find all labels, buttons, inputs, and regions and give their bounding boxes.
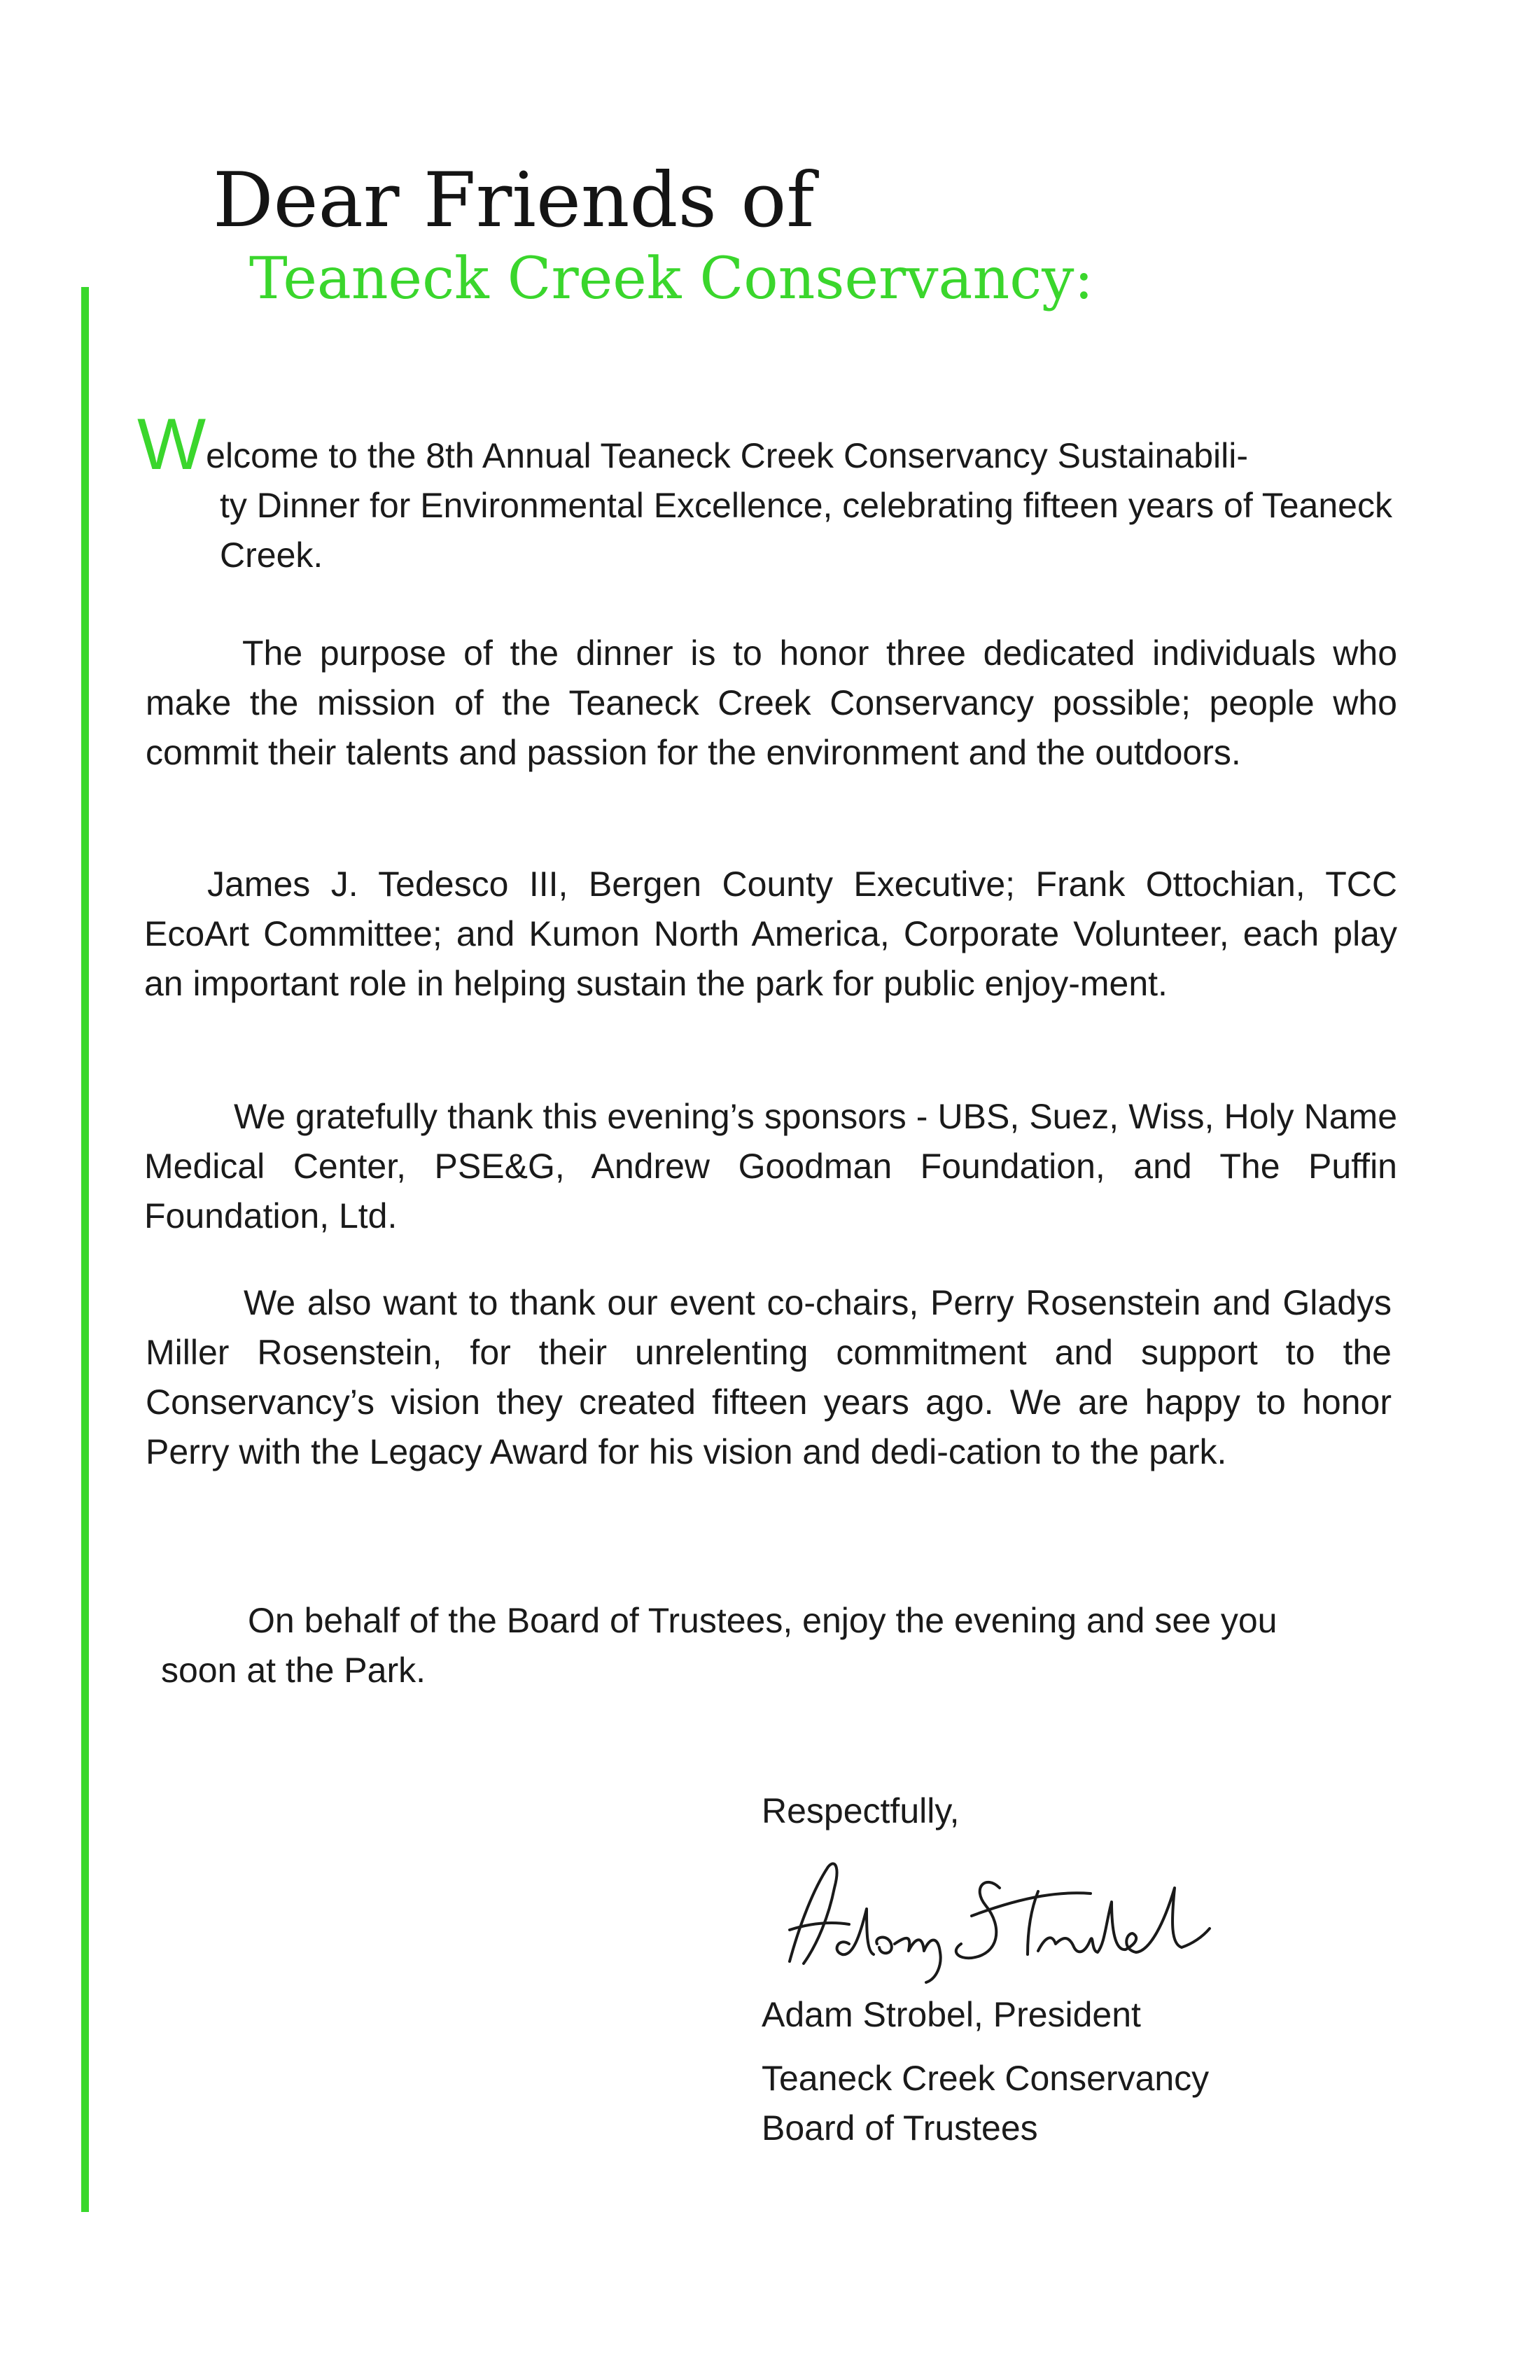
salutation-line-1: Dear Friends of (213, 157, 815, 244)
signer-name-title: Adam Strobel, President (762, 1995, 1141, 2034)
green-vertical-rule (81, 287, 89, 2212)
welcome-continuation: ty Dinner for Environmental Excellence, celebrating fifteen years of Teaneck Creek. (220, 486, 1392, 575)
salutation-line-2: Teaneck Creek Conservancy: (249, 246, 1094, 312)
cochairs-paragraph: We also want to thank our event co-chairs, Perry Rosenstein and Gladys Miller Rosenstein, for their unrelenting commitment and support to the Conservancy’s vision they created fifteen years ago. We are happy to honor Perry with the Legacy Award for his vision and dedi-cation to the park. (146, 1283, 1392, 1471)
board-name: Board of Trustees (762, 2108, 1038, 2148)
signature-block (762, 1786, 1322, 2153)
welcome-paragraph (137, 404, 1397, 580)
welcome-first-line (137, 404, 1397, 485)
closing-word: Respectfully, (762, 1791, 960, 1830)
honorees-paragraph: James J. Tedesco III, Bergen County Executive; Frank Ottochian, TCC EcoArt Committee; and Kumon North America, Corporate Volunteer, each play an important role in helping sustain the park for public enjoy-ment. (144, 864, 1397, 1003)
sponsors-paragraph: We gratefully thank this evening’s sponsors - UBS, Suez, Wiss, Holy Name Medical Center, PSE&G, Andrew Goodman Foundation, and The Puffin Foundation, Ltd. (144, 1097, 1397, 1236)
organization-name: Teaneck Creek Conservancy (762, 2059, 1210, 2098)
welcome-first-line-text: elcome to the 8th Annual Teaneck Creek Conservancy Sustainabili- (206, 436, 1248, 475)
drop-cap: W (137, 404, 206, 485)
purpose-paragraph: The purpose of the dinner is to honor three dedicated individuals who make the mission of the Teaneck Creek Conservancy possible; people who commit their talents and passion for the environment and the outdoors. (146, 634, 1397, 772)
organization-block (762, 2054, 1322, 2153)
handwritten-signature (762, 1839, 1224, 1986)
closing-paragraph: On behalf of the Board of Trustees, enjoy the evening and see you soon at the Park. (161, 1601, 1278, 1690)
